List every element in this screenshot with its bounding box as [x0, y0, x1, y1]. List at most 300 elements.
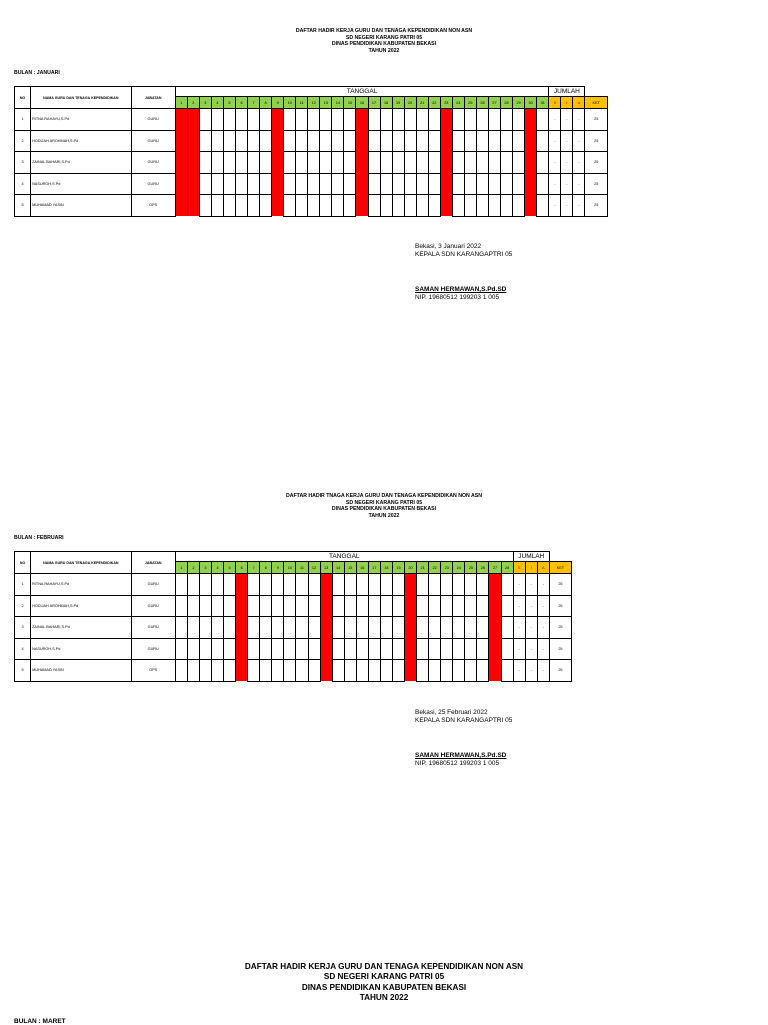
attendance-cell [284, 660, 296, 682]
attendance-cell [260, 638, 272, 660]
row-nama: MUHAMAD YASIN [31, 195, 131, 217]
header-tanggal: TANGGAL [175, 87, 549, 97]
attendance-cell [308, 638, 320, 660]
day-number: 3 [199, 562, 211, 574]
holiday-cell [320, 617, 332, 639]
row-no: 5 [15, 195, 31, 217]
attendance-cell [235, 195, 247, 217]
attendance-cell [296, 130, 308, 152]
attendance-cell [260, 660, 272, 682]
holiday-cell [405, 595, 417, 617]
row-s: - [513, 574, 525, 596]
attendance-cell [428, 130, 440, 152]
attendance-cell [501, 195, 513, 217]
day-number: 19 [392, 97, 404, 109]
holiday-cell [489, 595, 501, 617]
day-number: 22 [428, 97, 440, 109]
day-number: 9 [272, 562, 284, 574]
day-number: 19 [392, 562, 404, 574]
attendance-cell [284, 173, 296, 195]
attendance-cell [332, 617, 344, 639]
row-nama: NASUROH,S.Pd [31, 638, 132, 660]
row-a: - [537, 638, 549, 660]
header-jumlah: JUMLAH [549, 87, 585, 97]
attendance-cell [296, 152, 308, 174]
day-number: 16 [356, 97, 368, 109]
attendance-cell [356, 638, 368, 660]
attendance-cell [465, 595, 477, 617]
attendance-cell [453, 574, 465, 596]
attendance-cell [332, 109, 344, 131]
attendance-cell [320, 152, 332, 174]
attendance-cell [272, 617, 284, 639]
attendance-cell [308, 574, 320, 596]
attendance-cell [344, 617, 356, 639]
attendance-cell [260, 195, 272, 217]
attendance-cell [464, 130, 476, 152]
holiday-cell [175, 109, 187, 131]
holiday-cell [187, 173, 199, 195]
holiday-cell [272, 173, 284, 195]
holiday-cell [272, 130, 284, 152]
attendance-cell [344, 660, 356, 682]
attendance-cell [332, 130, 344, 152]
attendance-cell [187, 617, 199, 639]
attendance-cell [368, 109, 380, 131]
row-s: - [513, 595, 525, 617]
attendance-cell [380, 574, 392, 596]
attendance-cell [248, 195, 260, 217]
day-number: 1 [175, 97, 187, 109]
attendance-cell [284, 130, 296, 152]
signature-block-januari [415, 243, 512, 303]
day-number: 29 [513, 97, 525, 109]
attendance-cell [477, 595, 489, 617]
day-number: 17 [368, 97, 380, 109]
row-jabatan: GURU [131, 638, 175, 660]
holiday-cell [405, 660, 417, 682]
sheet-title-februari [0, 493, 768, 519]
attendance-cell [212, 617, 224, 639]
table-row [15, 152, 608, 174]
attendance-cell [344, 195, 356, 217]
attendance-cell [368, 638, 380, 660]
day-number: 9 [272, 97, 284, 109]
row-nama: HODIJAH AROHMAH,S.Pd [31, 595, 132, 617]
header-s: S [513, 562, 525, 574]
attendance-cell [211, 173, 223, 195]
row-i: - [561, 130, 573, 152]
attendance-cell [476, 130, 488, 152]
header-ket: KET [585, 97, 608, 109]
attendance-cell [477, 638, 489, 660]
attendance-cell [392, 173, 404, 195]
row-i: - [525, 660, 537, 682]
row-i: - [561, 152, 573, 174]
row-jabatan: GURU [131, 617, 175, 639]
attendance-cell [296, 195, 308, 217]
attendance-cell [248, 152, 260, 174]
holiday-cell [320, 574, 332, 596]
attendance-cell [199, 152, 211, 174]
attendance-cell [223, 152, 235, 174]
table-row [15, 195, 608, 217]
attendance-cell [308, 595, 320, 617]
holiday-cell [525, 152, 537, 174]
attendance-cell [344, 574, 356, 596]
day-number: 21 [416, 97, 428, 109]
day-number: 17 [368, 562, 380, 574]
attendance-cell [452, 195, 464, 217]
row-ket: 25 [585, 109, 608, 131]
attendance-cell [429, 617, 441, 639]
sheet-title-maret [0, 962, 768, 1003]
attendance-cell [199, 595, 211, 617]
attendance-cell [488, 109, 500, 131]
row-s: - [549, 195, 561, 217]
title-line: DINAS PENDIDIKAN KABUPATEN BEKASI [331, 41, 437, 47]
header-a: A [537, 562, 549, 574]
attendance-cell [175, 660, 187, 682]
holiday-cell [489, 638, 501, 660]
attendance-cell [199, 617, 211, 639]
day-number: 15 [344, 562, 356, 574]
holiday-cell [405, 574, 417, 596]
attendance-cell [296, 109, 308, 131]
attendance-cell [513, 195, 525, 217]
row-i: - [525, 574, 537, 596]
row-i: - [561, 173, 573, 195]
table-row [15, 574, 572, 596]
attendance-table-januari [14, 86, 608, 217]
row-no: 3 [15, 152, 31, 174]
attendance-cell [453, 660, 465, 682]
day-number: 4 [211, 97, 223, 109]
attendance-cell [488, 152, 500, 174]
holiday-cell [236, 660, 248, 682]
attendance-cell [441, 595, 453, 617]
attendance-cell [513, 130, 525, 152]
attendance-cell [452, 130, 464, 152]
attendance-cell [537, 195, 549, 217]
attendance-cell [248, 617, 260, 639]
attendance-cell [223, 130, 235, 152]
day-number: 21 [417, 562, 429, 574]
attendance-cell [332, 595, 344, 617]
header-ket: KET [549, 562, 571, 574]
holiday-cell [440, 109, 452, 131]
place-date: Bekasi, 3 Januari 2022 [415, 243, 482, 250]
day-number: 10 [284, 97, 296, 109]
holiday-cell [440, 195, 452, 217]
attendance-cell [224, 574, 236, 596]
attendance-cell [453, 595, 465, 617]
holiday-cell [175, 152, 187, 174]
holiday-cell [525, 173, 537, 195]
day-number: 7 [248, 97, 260, 109]
holiday-cell [356, 152, 368, 174]
holiday-cell [320, 595, 332, 617]
signer-nip: NIP. 19680512 199203 1 005 [415, 760, 500, 768]
day-number: 12 [308, 562, 320, 574]
attendance-cell [332, 574, 344, 596]
title-line: DAFTAR HADIR KERJA GURU DAN TENAGA KEPENDIDIKAN NON ASN [295, 28, 473, 34]
attendance-cell [296, 638, 308, 660]
row-s: - [513, 638, 525, 660]
row-jabatan: GURU [131, 130, 175, 152]
row-jabatan: GURU [131, 574, 175, 596]
header-blank [549, 552, 571, 562]
day-number: 1 [175, 562, 187, 574]
attendance-cell [211, 130, 223, 152]
day-number: 2 [187, 562, 199, 574]
row-a: - [537, 660, 549, 682]
header-jumlah: JUMLAH [513, 552, 549, 562]
attendance-cell [175, 638, 187, 660]
row-jabatan: GURU [131, 595, 175, 617]
header-blank [585, 87, 608, 97]
row-no: 2 [15, 595, 31, 617]
title-line: DAFTAR HADIR KERJA GURU DAN TENAGA KEPENDIDIKAN NON ASN [244, 962, 524, 971]
attendance-cell [296, 617, 308, 639]
attendance-cell [416, 173, 428, 195]
attendance-cell [344, 130, 356, 152]
attendance-cell [501, 660, 513, 682]
attendance-cell [199, 173, 211, 195]
attendance-cell [260, 173, 272, 195]
attendance-cell [501, 617, 513, 639]
attendance-cell [223, 173, 235, 195]
day-number: 27 [489, 562, 501, 574]
header-no: NO [15, 552, 31, 574]
row-ket: 25 [585, 130, 608, 152]
holiday-cell [356, 195, 368, 217]
attendance-cell [476, 173, 488, 195]
day-number: 8 [260, 562, 272, 574]
row-nama: HODIJAH AROHMAH,S.Pd [31, 130, 131, 152]
attendance-cell [464, 195, 476, 217]
day-number: 10 [284, 562, 296, 574]
row-a: - [573, 173, 585, 195]
attendance-cell [392, 109, 404, 131]
attendance-cell [416, 195, 428, 217]
attendance-cell [488, 195, 500, 217]
signature-block-februari [415, 709, 512, 769]
title-line: SD NEGERI KARANG PATRI 05 [345, 34, 423, 41]
attendance-cell [501, 130, 513, 152]
attendance-cell [380, 195, 392, 217]
attendance-cell [368, 152, 380, 174]
attendance-cell [272, 574, 284, 596]
day-number: 16 [356, 562, 368, 574]
signer-name: SAMAN HERMAWAN,S.Pd.SD [415, 751, 507, 759]
holiday-cell [440, 152, 452, 174]
attendance-cell [441, 638, 453, 660]
attendance-cell [452, 109, 464, 131]
attendance-cell [392, 195, 404, 217]
row-i: - [561, 109, 573, 131]
day-number: 2 [187, 97, 199, 109]
attendance-cell [356, 660, 368, 682]
header-no: NO [15, 87, 31, 109]
attendance-cell [477, 574, 489, 596]
day-number: 6 [236, 562, 248, 574]
title-line: TAHUN 2022 [368, 47, 400, 54]
signer-role: KEPALA SDN KARANGAPTRI 05 [415, 717, 513, 725]
holiday-cell [236, 638, 248, 660]
attendance-cell [380, 638, 392, 660]
attendance-cell [428, 195, 440, 217]
attendance-cell [187, 638, 199, 660]
day-number: 5 [223, 97, 235, 109]
holiday-cell [187, 130, 199, 152]
day-number: 22 [429, 562, 441, 574]
attendance-cell [332, 152, 344, 174]
attendance-cell [380, 152, 392, 174]
row-no: 5 [15, 660, 31, 682]
holiday-cell [272, 152, 284, 174]
attendance-cell [260, 130, 272, 152]
header-i: I [525, 562, 537, 574]
row-a: - [537, 574, 549, 596]
row-s: - [549, 152, 561, 174]
bulan-label: BULAN : MARET [14, 1018, 66, 1025]
holiday-cell [187, 195, 199, 217]
attendance-cell [308, 660, 320, 682]
title-line: SD NEGERI KARANG PATRI 05 [345, 499, 423, 506]
attendance-cell [428, 152, 440, 174]
bulan-label: BULAN : JANUARI [14, 70, 60, 76]
holiday-cell [489, 617, 501, 639]
attendance-cell [260, 574, 272, 596]
attendance-cell [464, 152, 476, 174]
signer-nip: NIP. 19680512 199203 1 005 [415, 294, 500, 302]
row-ket: 25 [585, 173, 608, 195]
attendance-cell [441, 660, 453, 682]
row-nama: ZAINAL BAHARI,S.Pd [31, 617, 132, 639]
header-i: I [561, 97, 573, 109]
attendance-cell [476, 152, 488, 174]
attendance-cell [284, 109, 296, 131]
attendance-cell [380, 109, 392, 131]
attendance-cell [320, 109, 332, 131]
holiday-cell [489, 574, 501, 596]
row-a: - [573, 152, 585, 174]
row-s: - [549, 109, 561, 131]
attendance-cell [344, 638, 356, 660]
attendance-cell [501, 173, 513, 195]
holiday-cell [236, 617, 248, 639]
day-number: 4 [212, 562, 224, 574]
attendance-cell [320, 173, 332, 195]
row-a: - [573, 109, 585, 131]
attendance-cell [212, 574, 224, 596]
holiday-cell [356, 130, 368, 152]
attendance-cell [417, 595, 429, 617]
attendance-cell [453, 638, 465, 660]
row-nama: NASUROH,S.Pd [31, 173, 131, 195]
day-number: 11 [296, 562, 308, 574]
attendance-cell [392, 638, 404, 660]
attendance-cell [356, 595, 368, 617]
holiday-cell [525, 195, 537, 217]
attendance-cell [224, 617, 236, 639]
attendance-cell [404, 152, 416, 174]
row-s: - [549, 173, 561, 195]
day-number: 25 [464, 97, 476, 109]
attendance-cell [260, 617, 272, 639]
attendance-cell [248, 109, 260, 131]
attendance-cell [224, 595, 236, 617]
row-ket: 25 [549, 595, 571, 617]
row-jabatan: OPS [131, 660, 175, 682]
title-line: DINAS PENDIDIKAN KABUPATEN BEKASI [301, 982, 467, 992]
attendance-cell [513, 152, 525, 174]
attendance-cell [235, 109, 247, 131]
table-row [15, 109, 608, 131]
attendance-cell [404, 195, 416, 217]
attendance-cell [199, 660, 211, 682]
attendance-cell [223, 109, 235, 131]
attendance-cell [224, 660, 236, 682]
day-number: 26 [476, 97, 488, 109]
attendance-cell [488, 130, 500, 152]
day-number: 26 [477, 562, 489, 574]
attendance-cell [488, 173, 500, 195]
attendance-cell [537, 109, 549, 131]
attendance-cell [235, 173, 247, 195]
attendance-cell [392, 660, 404, 682]
attendance-cell [380, 660, 392, 682]
attendance-cell [537, 152, 549, 174]
attendance-cell [476, 109, 488, 131]
row-ket: 25 [549, 617, 571, 639]
title-line: SD NEGERI KARANG PATRI 05 [323, 972, 445, 982]
attendance-cell [392, 574, 404, 596]
title-line: DAFTAR HADIR TNAGA KERJA GURU DAN TENAGA KEPENDIDIKAN NON ASN [286, 493, 482, 499]
attendance-cell [235, 130, 247, 152]
row-s: - [513, 617, 525, 639]
attendance-cell [211, 195, 223, 217]
day-number: 8 [260, 97, 272, 109]
attendance-cell [212, 638, 224, 660]
holiday-cell [405, 638, 417, 660]
attendance-cell [344, 152, 356, 174]
row-no: 4 [15, 173, 31, 195]
attendance-cell [224, 638, 236, 660]
day-number: 7 [248, 562, 260, 574]
attendance-cell [417, 617, 429, 639]
row-nama: ZAINAL BAHARI,S.Pd [31, 152, 131, 174]
attendance-cell [392, 617, 404, 639]
attendance-cell [356, 617, 368, 639]
attendance-cell [199, 574, 211, 596]
holiday-cell [320, 638, 332, 660]
day-number: 23 [440, 97, 452, 109]
attendance-cell [513, 109, 525, 131]
attendance-cell [320, 195, 332, 217]
attendance-cell [332, 173, 344, 195]
row-ket: 25 [549, 574, 571, 596]
attendance-cell [296, 660, 308, 682]
attendance-cell [199, 638, 211, 660]
row-no: 1 [15, 109, 31, 131]
attendance-cell [537, 130, 549, 152]
attendance-cell [513, 173, 525, 195]
attendance-cell [272, 660, 284, 682]
attendance-cell [308, 617, 320, 639]
attendance-cell [296, 173, 308, 195]
